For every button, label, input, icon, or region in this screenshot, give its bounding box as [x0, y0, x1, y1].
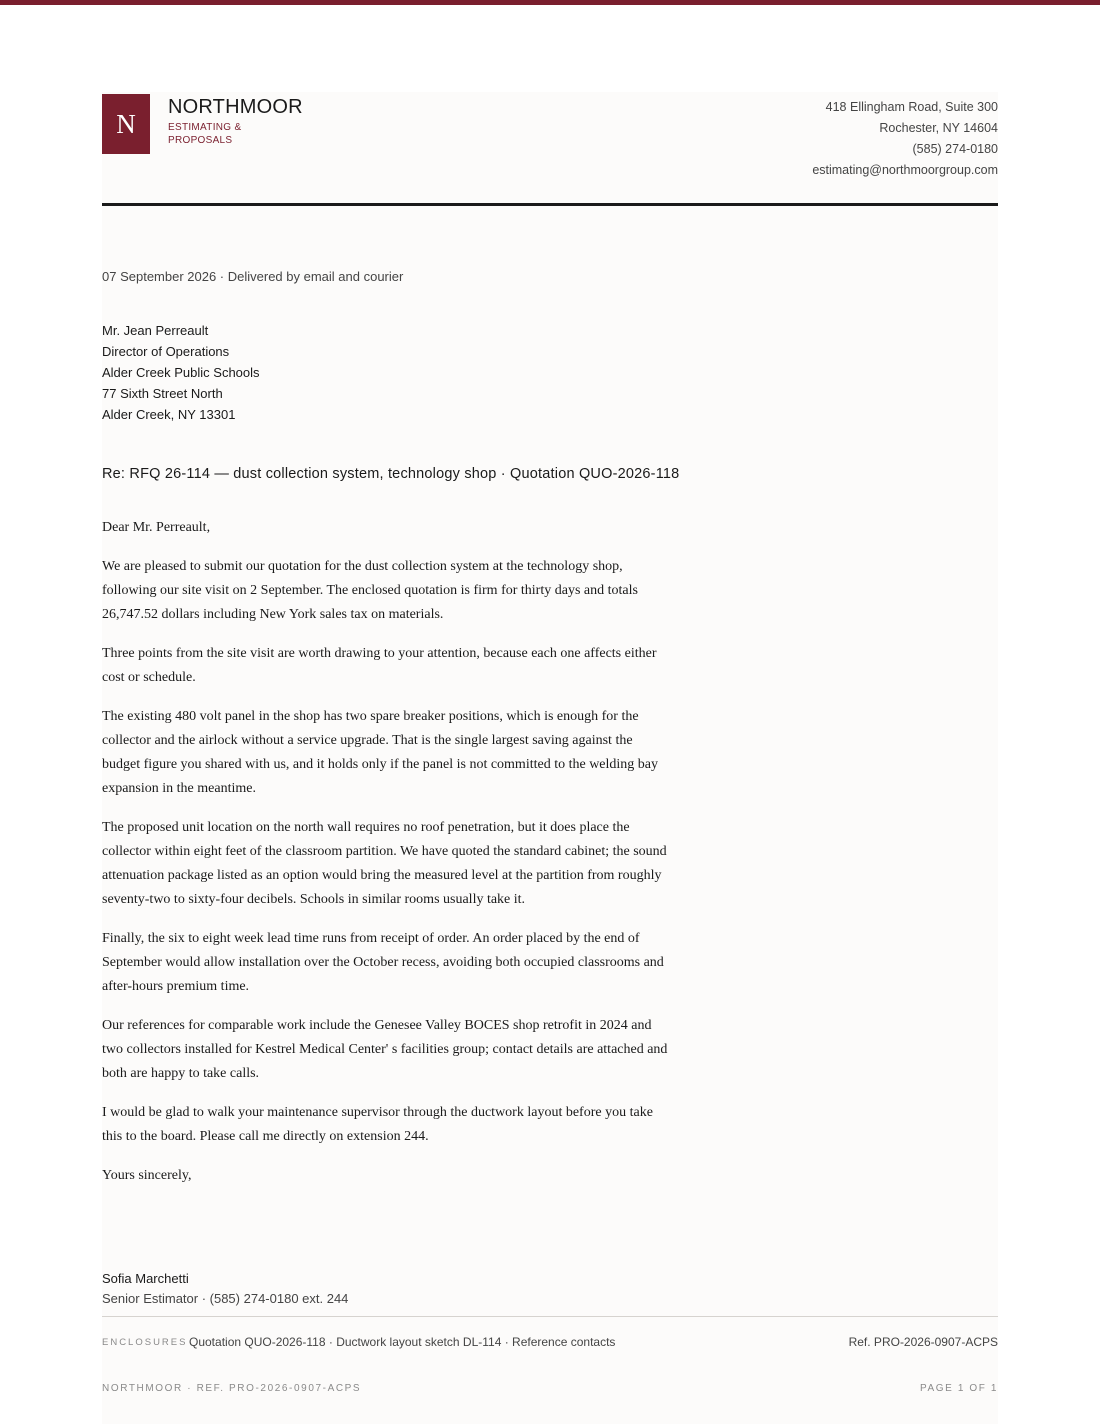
body-paragraph: The proposed unit location on the north wall requires no roof penetration, but it does place the collector within eight feet of the classroom partition. We have quoted the standard cabinet; the sound attenuation package listed as an option would bring the measured level at the partition from roughly seventy-two to sixty-four decibels. Schools in similar rooms usually take it.	[102, 820, 667, 907]
sender-phone: (585) 274-0180	[912, 142, 998, 156]
header-divider	[102, 203, 998, 206]
sender-address	[812, 97, 998, 181]
closing: Yours sincerely,	[102, 1168, 192, 1183]
recipient-address	[102, 320, 260, 425]
dateline: 07 September 2026 · Delivered by email and courier	[102, 269, 404, 284]
sender-address-line: 418 Ellingham Road, Suite 300	[825, 100, 998, 114]
subject-line: Re: RFQ 26-114 — dust collection system, technology shop · Quotation QUO-2026-118	[102, 466, 680, 482]
footer-divider	[102, 1316, 998, 1317]
sender-address-line: Rochester, NY 14604	[879, 121, 998, 135]
body-paragraph: Finally, the six to eight week lead time runs from receipt of order. An order placed by the end of September would allow installation over the October recess, avoiding both occupied classrooms and after-hours premium time.	[102, 931, 664, 994]
body-paragraph: I would be glad to walk your maintenance supervisor through the ductwork layout before you take this to the board. Please call me directly on extension 244.	[102, 1105, 653, 1144]
company-logo	[102, 94, 150, 154]
body-paragraph: The existing 480 volt panel in the shop has two spare breaker positions, which is enough for the collector and the airlock without a service upgrade. That is the single largest saving against the budget figure you shared with us, and it holds only if the panel is not committed to the welding bay expansion in the meantime.	[102, 709, 659, 796]
salutation: Dear Mr. Perreault,	[102, 520, 211, 535]
logo-letter: N	[116, 108, 136, 139]
signatory-title: Senior Estimator · (585) 274-0180 ext. 244	[102, 1291, 349, 1306]
body-paragraph: Three points from the site visit are worth drawing to your attention, because each one affects either cost or schedule.	[102, 646, 657, 685]
reference-number: Ref. PRO-2026-0907-ACPS	[848, 1335, 998, 1349]
enclosures-label: ENCLOSURES	[102, 1337, 188, 1348]
body-paragraph: Our references for comparable work include the Genesee Valley BOCES shop retrofit in 2024 and two collectors installed for Kestrel Medical Center' s facilities group; contact details are attached and both are happy to take calls.	[102, 1018, 668, 1081]
recipient-street: 77 Sixth Street North	[102, 386, 223, 401]
recipient-city: Alder Creek, NY 13301	[102, 407, 236, 422]
page-number: PAGE 1 OF 1	[920, 1383, 998, 1394]
recipient-title: Director of Operations	[102, 344, 230, 359]
enclosures-list: Quotation QUO-2026-118 · Ductwork layout sketch DL-114 · Reference contacts	[189, 1335, 616, 1349]
recipient-name: Mr. Jean Perreault	[102, 323, 209, 338]
company-tagline: ESTIMATING & PROPOSALS	[168, 122, 242, 146]
company-name: NORTHMOOR	[168, 96, 303, 118]
sender-email: estimating@northmoorgroup.com	[812, 163, 998, 177]
body-paragraph: We are pleased to submit our quotation for the dust collection system at the technology shop, following our site visit on 2 September. The enclosed quotation is firm for thirty days and totals 26,747.52 dollars including New York sales tax on materials.	[102, 559, 638, 622]
footer-reference: NORTHMOOR · REF. PRO-2026-0907-ACPS	[102, 1383, 362, 1394]
recipient-organization: Alder Creek Public Schools	[102, 365, 260, 380]
letter-body	[102, 516, 672, 1203]
signatory-name: Sofia Marchetti	[102, 1271, 189, 1286]
top-accent-rule	[0, 0, 1100, 5]
